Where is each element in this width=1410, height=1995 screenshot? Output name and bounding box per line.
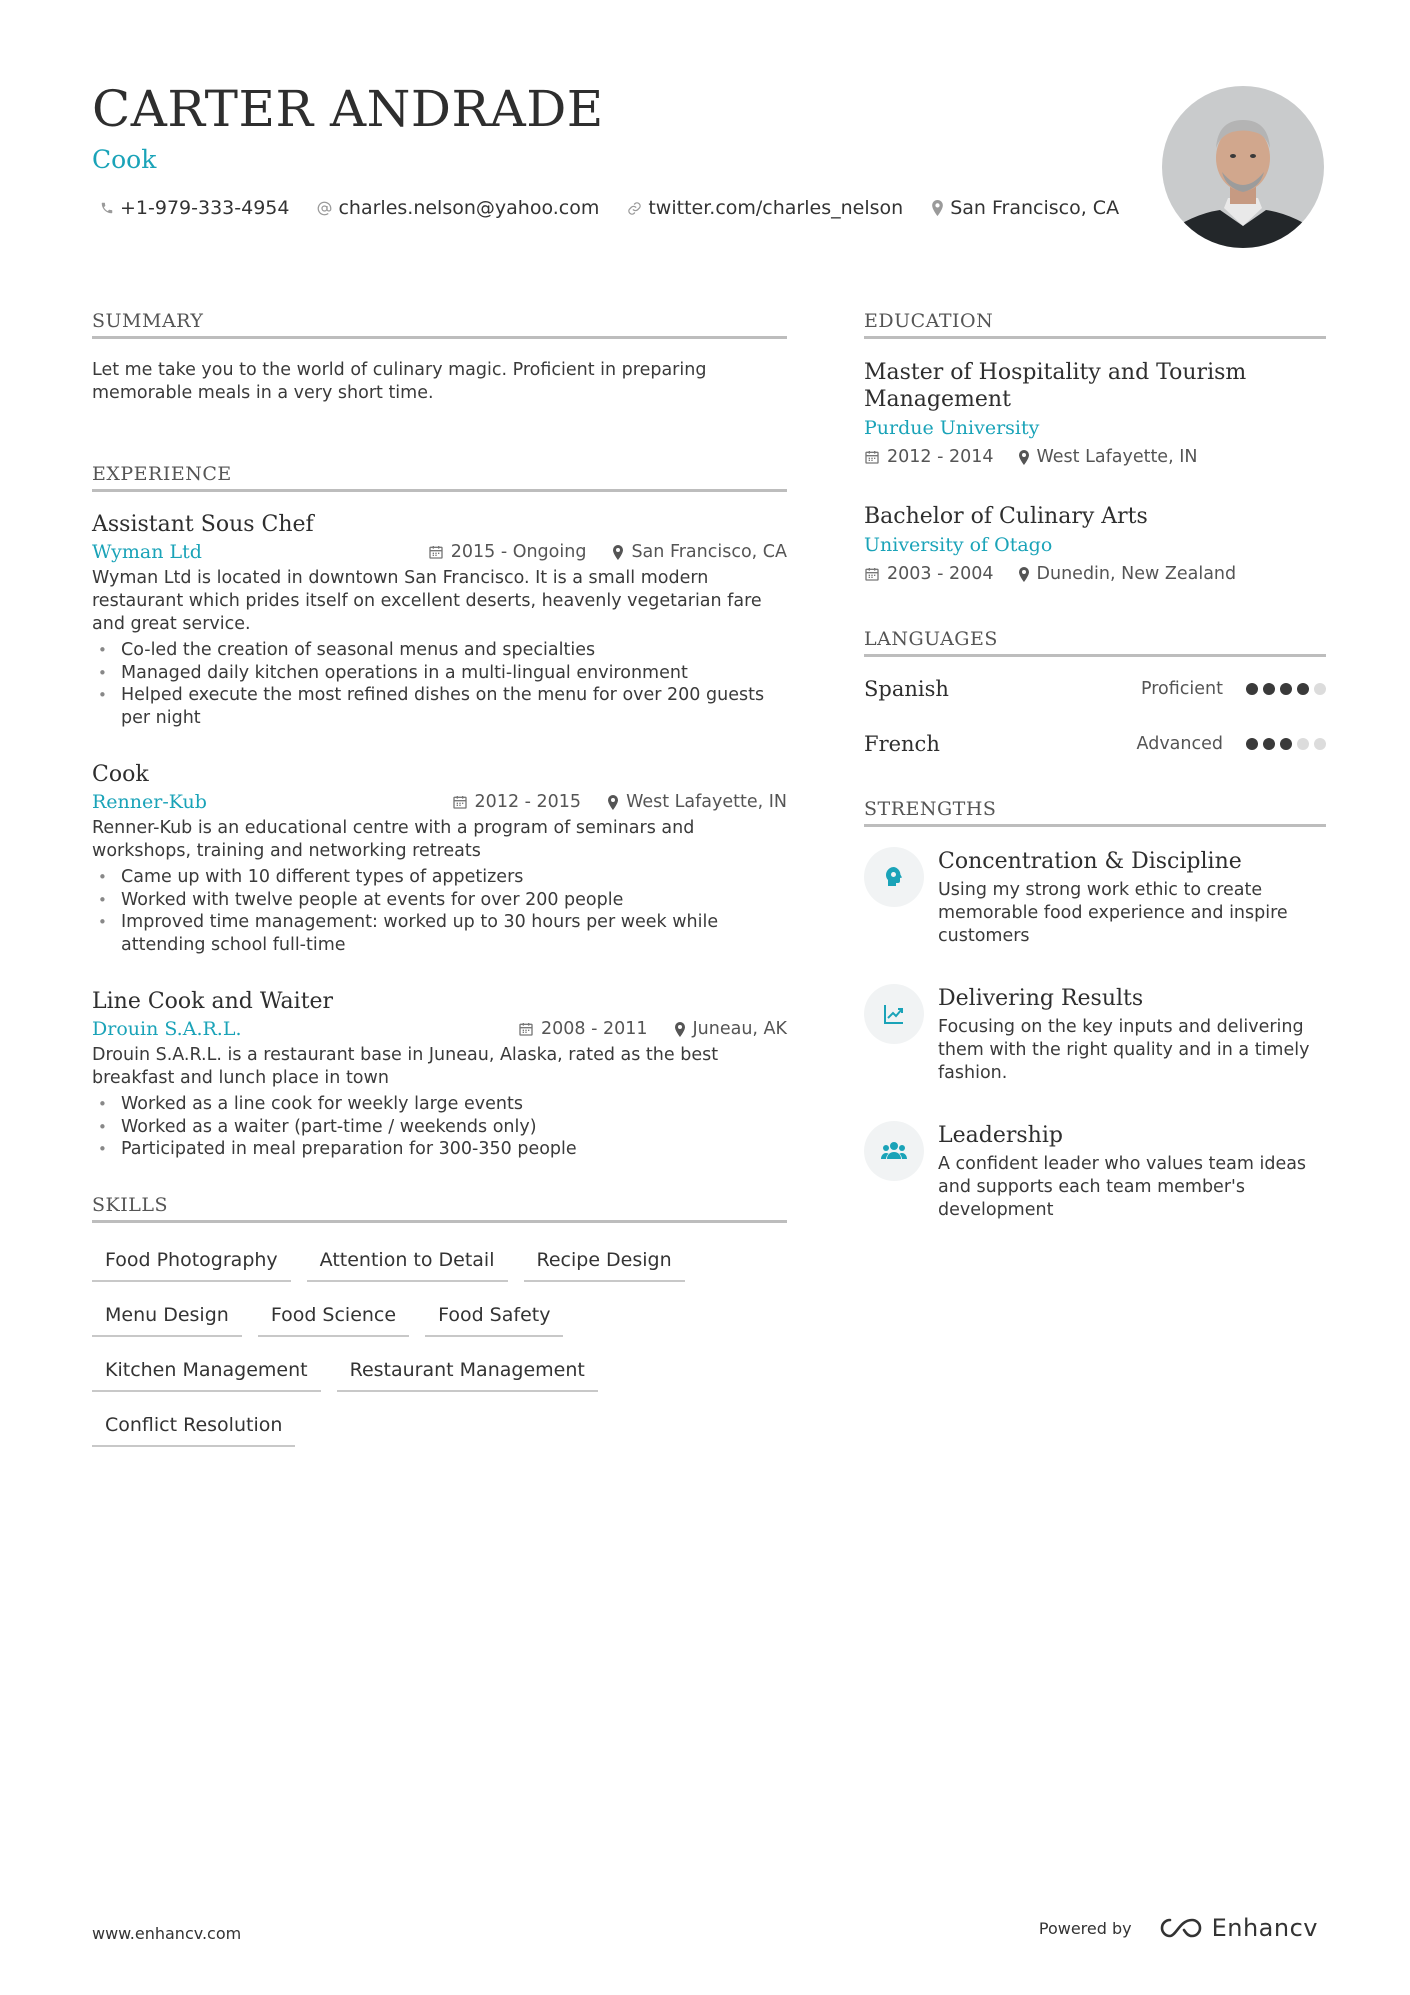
calendar-icon [864, 449, 880, 465]
skills-list [92, 1243, 787, 1463]
strength-entry [864, 1121, 1326, 1222]
strength-description: A confident leader who values team ideas and supports each team member's development [938, 1154, 1307, 1220]
candidate-role: Cook [92, 145, 157, 174]
job-company: Wyman Ltd [92, 541, 202, 563]
calendar-icon [518, 1021, 534, 1037]
job-entry [92, 989, 787, 1161]
job-bullet: • Worked as a waiter (part-time / weekends only) [92, 1116, 787, 1139]
powered-by-text: Powered by [1038, 1918, 1132, 1938]
phone-text: +1-979-333-4954 [120, 197, 290, 219]
at-icon [317, 201, 332, 216]
strengths-section [864, 798, 1326, 1222]
skills-section [92, 1194, 787, 1463]
map-pin-icon [674, 1022, 686, 1037]
enhancv-logo[interactable] [1158, 1914, 1318, 1942]
education-entry [864, 359, 1326, 467]
rating-dot-empty [1314, 738, 1326, 750]
language-level: Advanced [1136, 734, 1223, 754]
skill-tag: Food Photography [92, 1243, 291, 1282]
rating-dot-empty [1297, 738, 1309, 750]
experience-section [92, 463, 787, 1161]
job-title: Assistant Sous Chef [92, 512, 314, 537]
language-entry [864, 732, 1326, 756]
skill-tag: Conflict Resolution [92, 1408, 295, 1447]
language-entry [864, 677, 1326, 701]
rating-dot-empty [1314, 683, 1326, 695]
skills-title: SKILLS [92, 1194, 787, 1223]
education-school: University of Otago [864, 534, 1053, 556]
job-dates: 2008 - 2011 [540, 1019, 648, 1039]
contact-email[interactable] [317, 197, 599, 219]
skill-tag: Food Science [258, 1298, 409, 1337]
language-name: Spanish [864, 677, 949, 701]
job-dates: 2012 - 2015 [474, 792, 582, 812]
map-pin-icon [612, 545, 624, 560]
map-pin-icon [1018, 567, 1030, 582]
footer-website[interactable]: www.enhancv.com [92, 1924, 242, 1943]
link-icon [627, 201, 642, 216]
language-rating [1241, 683, 1326, 695]
calendar-icon [864, 566, 880, 582]
job-entry [92, 762, 787, 956]
job-bullet: • Co-led the creation of seasonal menus and specialties [92, 639, 787, 662]
summary-section [92, 310, 787, 405]
strength-entry [864, 847, 1326, 948]
summary-title: SUMMARY [92, 310, 787, 339]
strength-entry [864, 984, 1326, 1085]
education-section [864, 310, 1326, 584]
left-column [92, 310, 787, 1463]
language-rating [1241, 738, 1326, 750]
job-bullets [92, 639, 787, 729]
email-text: charles.nelson@yahoo.com [338, 197, 600, 219]
contact-location [931, 197, 1119, 219]
calendar-icon [428, 544, 444, 560]
avatar [1162, 86, 1324, 248]
job-company: Renner-Kub [92, 791, 207, 813]
job-bullets [92, 1093, 787, 1161]
education-title: EDUCATION [864, 310, 1326, 339]
map-pin-icon [607, 795, 619, 810]
footer-branding [1039, 1914, 1318, 1942]
education-dates: 2012 - 2014 [887, 447, 994, 467]
job-bullet: • Managed daily kitchen operations in a multi-lingual environment [92, 662, 787, 685]
languages-section [864, 628, 1326, 756]
job-description: Renner-Kub is an educational centre with a program of seminars and workshops, training and networking retreats [92, 818, 695, 861]
rating-dot-filled [1297, 683, 1309, 695]
education-degree: Bachelor of Culinary Arts [864, 504, 1148, 529]
education-location: West Lafayette, IN [1036, 447, 1198, 467]
job-bullet: • Improved time management: worked up to 30 hours per week while attending school full-time [92, 911, 787, 956]
education-location: Dunedin, New Zealand [1036, 564, 1237, 584]
strength-description: Using my strong work ethic to create memorable food experience and inspire customers [938, 880, 1288, 946]
job-bullet: • Participated in meal preparation for 300-350 people [92, 1138, 787, 1161]
skill-tag: Attention to Detail [307, 1243, 508, 1282]
languages-title: LANGUAGES [864, 628, 1326, 657]
location-text: San Francisco, CA [950, 197, 1120, 219]
contact-phone[interactable] [100, 197, 289, 219]
job-description: Drouin S.A.R.L. is a restaurant base in Juneau, Alaska, rated as the best breakfast and lunch place in town [92, 1045, 719, 1088]
rating-dot-filled [1280, 683, 1292, 695]
users-icon [881, 1139, 907, 1163]
brand-name: Enhancv [1211, 1914, 1318, 1942]
head-icon [882, 865, 906, 889]
job-bullet: • Worked as a line cook for weekly large events [92, 1093, 787, 1116]
education-dates: 2003 - 2004 [887, 564, 994, 584]
job-bullet: • Helped execute the most refined dishes on the menu for over 200 guests per night [92, 684, 787, 729]
job-location: Juneau, AK [692, 1019, 787, 1039]
skill-tag: Menu Design [92, 1298, 242, 1337]
job-bullets [92, 866, 787, 956]
rating-dot-filled [1280, 738, 1292, 750]
job-location: San Francisco, CA [631, 542, 787, 562]
rating-dot-filled [1246, 683, 1258, 695]
experience-title: EXPERIENCE [92, 463, 787, 492]
job-title: Line Cook and Waiter [92, 989, 334, 1014]
rating-dot-filled [1246, 738, 1258, 750]
job-company: Drouin S.A.R.L. [92, 1018, 242, 1040]
contact-bar [100, 197, 1147, 219]
job-bullet: • Came up with 10 different types of appetizers [92, 866, 787, 889]
strength-title: Delivering Results [938, 986, 1144, 1011]
map-pin-icon [931, 200, 944, 216]
job-entry [92, 512, 787, 729]
summary-text: Let me take you to the world of culinary magic. Proficient in preparing memorable meals in a very short time. [92, 360, 707, 403]
chart-line-icon [882, 1002, 906, 1026]
strength-title: Concentration & Discipline [938, 849, 1242, 874]
education-entry [864, 503, 1326, 584]
calendar-icon [452, 794, 468, 810]
contact-twitter[interactable] [627, 197, 903, 219]
language-name: French [864, 732, 940, 756]
phone-icon [100, 201, 114, 215]
language-level: Proficient [1141, 679, 1223, 699]
job-dates: 2015 - Ongoing [450, 542, 587, 562]
strength-title: Leadership [938, 1123, 1063, 1148]
job-title: Cook [92, 762, 149, 787]
candidate-name: CARTER ANDRADE [92, 80, 604, 138]
map-pin-icon [1018, 450, 1030, 465]
education-degree: Master of Hospitality and Tourism Management [864, 360, 1247, 412]
skill-tag: Kitchen Management [92, 1353, 321, 1392]
right-column [864, 310, 1326, 1258]
job-description: Wyman Ltd is located in downtown San Francisco. It is a small modern restaurant which prides itself on excellent deserts, heavenly vegetarian fare and great service. [92, 568, 762, 634]
education-school: Purdue University [864, 417, 1040, 439]
job-bullet: • Worked with twelve people at events for over 200 people [92, 889, 787, 912]
skill-tag: Recipe Design [524, 1243, 685, 1282]
rating-dot-filled [1263, 683, 1275, 695]
job-location: West Lafayette, IN [626, 792, 787, 812]
strength-description: Focusing on the key inputs and delivering them with the right quality and in a timely fashion. [938, 1017, 1310, 1083]
skill-tag: Food Safety [425, 1298, 563, 1337]
infinity-logo-icon [1158, 1916, 1204, 1940]
strengths-title: STRENGTHS [864, 798, 1326, 827]
twitter-text: twitter.com/charles_nelson [648, 197, 904, 219]
skill-tag: Restaurant Management [337, 1353, 598, 1392]
rating-dot-filled [1263, 738, 1275, 750]
